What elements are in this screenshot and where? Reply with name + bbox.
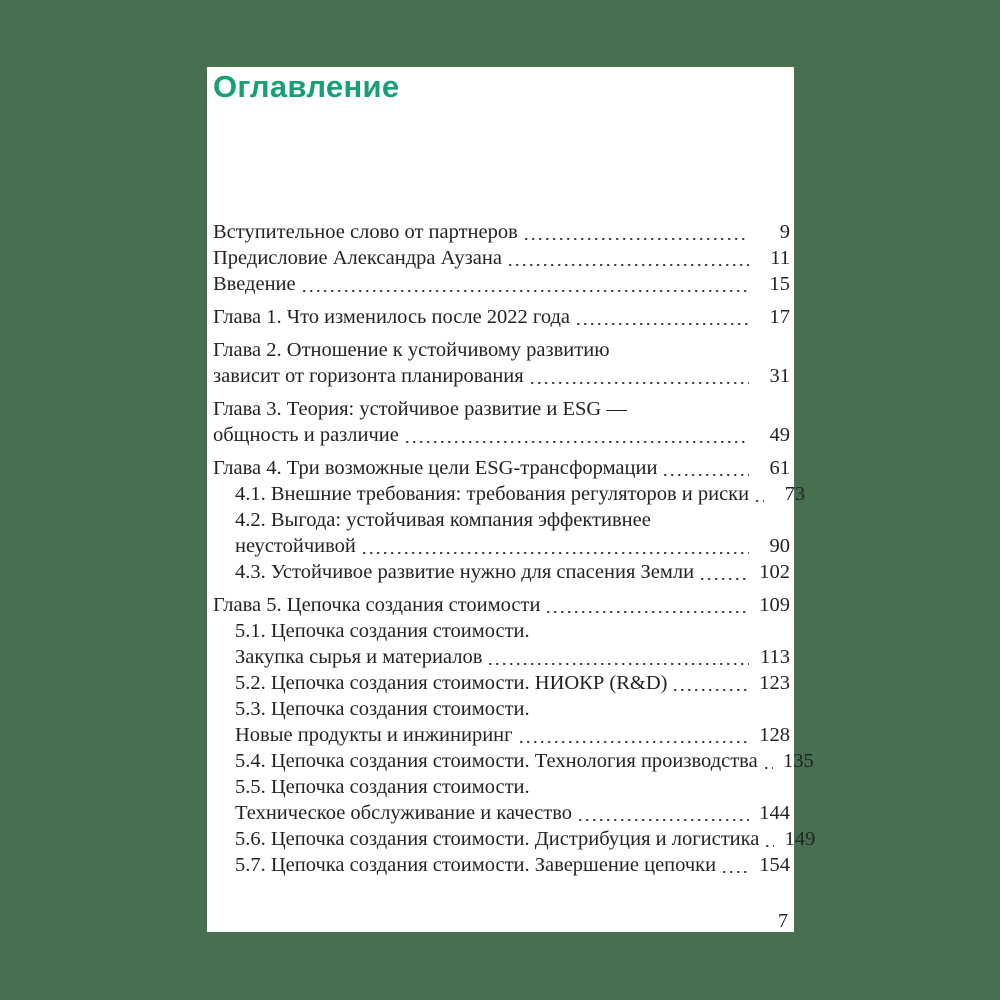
page-title: Оглавление [213,69,400,104]
dot-leader [509,264,749,267]
toc-entry-title: 5.3. Цепочка создания стоимости. [235,698,530,720]
toc-entry [213,592,790,618]
dot-leader [303,290,749,293]
toc-entry-page: 61 [769,457,790,479]
toc-entry-page: 17 [769,306,790,328]
toc-entry-page: 73 [784,483,806,505]
toc-entry [213,304,790,330]
toc-entry-page: 90 [769,535,790,557]
toc-entry-page: 113 [760,646,790,668]
toc-entry [213,363,790,389]
toc-entry [213,507,790,533]
toc-entry-page: 144 [759,802,790,824]
toc-entry-title: 5.6. Цепочка создания стоимости. Дистрибуция и логистика [235,828,760,850]
toc-entry-title: 5.2. Цепочка создания стоимости. НИОКР (R&D) [235,672,668,694]
toc-entry-title: Предисловие Александра Аузана [213,247,502,269]
dot-leader [406,441,749,444]
toc [213,219,816,885]
toc-entry [213,696,790,722]
toc-entry-page: 149 [784,828,816,850]
toc-entry [213,559,790,585]
toc-entry [213,219,790,245]
toc-entry-title: 4.2. Выгода: устойчивая компания эффективнее [235,509,651,531]
toc-entry [213,618,790,644]
toc-entry-page: 109 [759,594,790,616]
toc-entry [213,722,790,748]
toc-entry-title: Глава 2. Отношение к устойчивому развитию [213,339,610,361]
toc-entry [213,396,790,422]
dot-leader [674,689,749,692]
toc-entry [213,670,790,696]
dot-leader [577,323,749,326]
toc-entry [213,748,814,774]
book-page [207,67,816,932]
toc-entry-title: Введение [213,273,296,295]
toc-entry-title: 5.4. Цепочка создания стоимости. Технология производства [235,750,758,772]
toc-entry-title: 5.5. Цепочка создания стоимости. [235,776,530,798]
dot-leader [701,578,749,581]
toc-entry-page: 128 [759,724,790,746]
toc-entry-title: Глава 1. Что изменилось после 2022 года [213,306,571,328]
toc-entry [213,337,790,363]
dot-leader [765,767,773,770]
toc-entry-title: Глава 4. Три возможные цели ESG-трансформации [213,457,658,479]
toc-entry-title: зависит от горизонта планирования [213,365,524,387]
toc-entry-title: 5.7. Цепочка создания стоимости. Завершение цепочки [235,854,717,876]
toc-entry [213,852,790,878]
toc-entry-page: 11 [770,247,790,269]
toc-group [213,396,790,448]
toc-entry [213,800,790,826]
dot-leader [723,871,749,874]
toc-entry [213,481,806,507]
toc-group [213,592,816,878]
toc-entry-page: 15 [769,273,790,295]
toc-group [213,337,790,389]
toc-entry-page: 135 [782,750,814,772]
toc-entry [213,455,790,481]
dot-leader [766,845,774,848]
toc-entry-page: 154 [759,854,790,876]
dot-leader [520,741,749,744]
toc-entry-title: 4.1. Внешние требования: требования регуляторов и риски [235,483,750,505]
toc-entry-title: Вступительное слово от партнеров [213,221,518,243]
toc-entry [213,533,790,559]
dot-leader [525,238,749,241]
toc-entry [213,774,790,800]
toc-entry [213,245,790,271]
toc-entry-title: Глава 5. Цепочка создания стоимости [213,594,541,616]
toc-entry-title: неустойчивой [235,535,356,557]
toc-entry-title: Новые продукты и инжиниринг [235,724,513,746]
dot-leader [756,500,764,503]
dot-leader [531,382,749,385]
dot-leader [579,819,749,822]
toc-entry [213,271,790,297]
toc-entry [213,422,790,448]
toc-entry [213,644,790,670]
toc-entry-page: 123 [759,672,790,694]
toc-group [213,219,790,297]
folio-page-number: 7 [778,910,788,932]
toc-group [213,304,790,330]
toc-entry-title: общность и различие [213,424,399,446]
dot-leader [547,611,749,614]
toc-entry-page: 49 [769,424,790,446]
toc-entry-page: 31 [769,365,790,387]
dot-leader [489,663,749,666]
toc-entry-page: 9 [779,221,790,243]
toc-entry-title: Закупка сырья и материалов [235,646,483,668]
toc-entry-title: 5.1. Цепочка создания стоимости. [235,620,530,642]
toc-entry-title: 4.3. Устойчивое развитие нужно для спасения Земли [235,561,695,583]
dot-leader [664,474,749,477]
toc-entry-page: 102 [759,561,790,583]
toc-group [213,455,806,585]
toc-entry-title: Техническое обслуживание и качество [235,802,573,824]
toc-entry [213,826,816,852]
dot-leader [363,552,749,555]
toc-entry-title: Глава 3. Теория: устойчивое развитие и ESG — [213,398,627,420]
